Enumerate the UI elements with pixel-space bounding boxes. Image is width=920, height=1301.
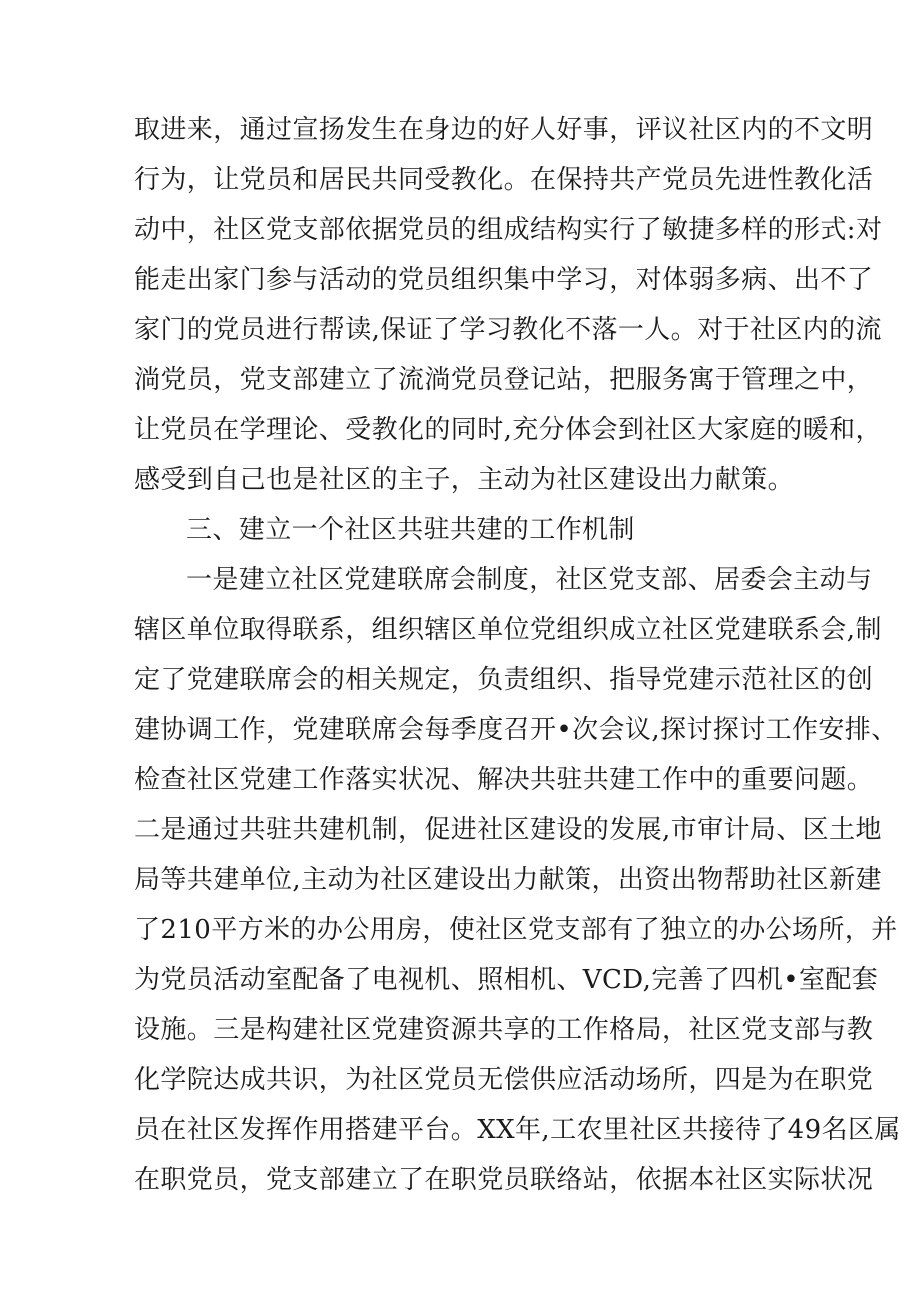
body-text-line: 一是建立社区党建联席会制度，社区党支部、居委会主动与 — [186, 565, 873, 595]
body-text-line: 检查社区党建工作落实状况、解决共驻共建工作中的重要问题。 — [134, 765, 874, 795]
body-text-line: 淌党员，党支部建立了流淌党员登记站，把服务寓于管理之中， — [134, 365, 874, 395]
body-text-line: 化学院达成共识，为社区党员无偿供应活动场所，四是为在职党 — [134, 1065, 874, 1095]
body-text-line: 能走出家门参与活动的党员组织集中学习，对体弱多病、出不了 — [134, 265, 874, 295]
body-text-line: 局等共建单位,主动为社区建设出力献策，出资出物帮助社区新建 — [134, 865, 882, 895]
body-text-line: 动中，社区党支部依据党员的组成结构实行了敏捷多样的形式:对 — [134, 215, 883, 245]
body-text-line: 员在社区发挥作用搭建平台。XX年,工农里社区共接待了49名区属 — [134, 1115, 901, 1145]
body-text-line: 行为，让党员和居民共同受教化。在保持共产党员先进性教化活 — [134, 165, 874, 195]
body-text-line: 为党员活动室配备了电视机、照相机、VCD,完善了四机•室配套 — [134, 965, 879, 995]
body-text-line: 让党员在学理论、受教化的同时,充分体会到社区大家庭的暖和， — [134, 415, 882, 445]
section-heading: 三、建立一个社区共驻共建的工作机制 — [186, 515, 635, 545]
body-text-line: 二是通过共驻共建机制，促进社区建设的发展,市审计局、区土地 — [134, 815, 882, 845]
body-text-line: 了210平方米的办公用房，使社区党支部有了独立的办公场所，并 — [134, 915, 898, 945]
body-text-line: 建协调工作，党建联席会每季度召开•次会议,探讨探讨工作安排、 — [134, 715, 898, 745]
body-text-line: 设施。三是构建社区党建资源共享的工作格局，社区党支部与教 — [134, 1015, 874, 1045]
body-text-line: 家门的党员进行帮读,保证了学习教化不落一人。对于社区内的流 — [134, 315, 882, 345]
body-text-line: 在职党员，党支部建立了在职党员联络站，依据本社区实际状况 — [134, 1165, 874, 1195]
body-text-line: 定了党建联席会的相关规定，负责组织、指导党建示范社区的创 — [134, 665, 874, 695]
body-text-line: 取进来，通过宣扬发生在身边的好人好事，评议社区内的不文明 — [134, 115, 874, 145]
body-text-line: 辖区单位取得联系，组织辖区单位党组织成立社区党建联系会,制 — [134, 615, 882, 645]
body-text-line: 感受到自己也是社区的主子，主动为社区建设出力献策。 — [134, 465, 795, 495]
